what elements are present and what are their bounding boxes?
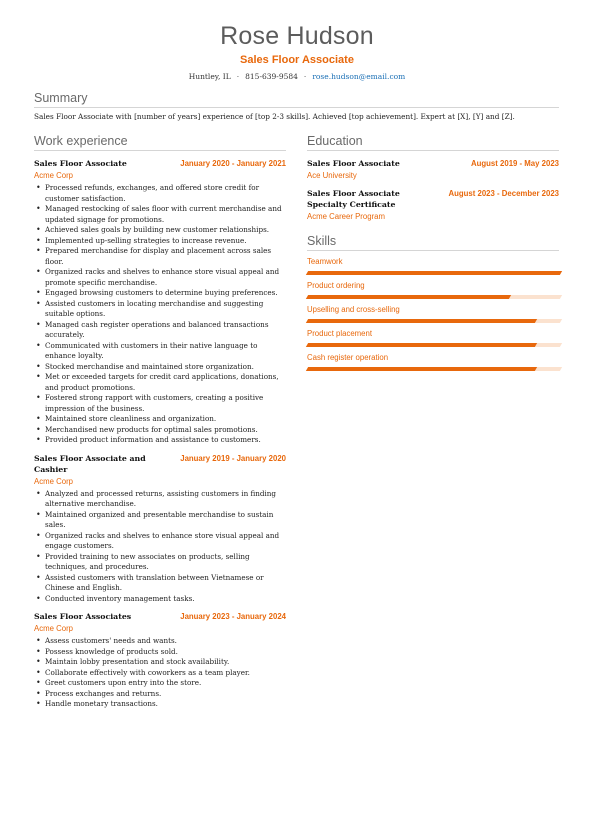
- job-header: [34, 611, 286, 622]
- job-bullet: • Handle monetary transactions.: [34, 699, 286, 710]
- job-bullets: [34, 183, 286, 446]
- contact-separator: ·: [236, 72, 240, 81]
- candidate-name: Rose Hudson: [220, 22, 374, 50]
- job-bullet: • Organized racks and shelves to enhance store visual appeal and engage customers.: [34, 531, 286, 552]
- summary-title: Summary: [34, 91, 559, 108]
- education-entry: [307, 188, 559, 222]
- skills-section: [307, 234, 559, 371]
- education-list: [307, 158, 559, 222]
- job-bullet: • Provided training to new associates on products, selling techniques, and procedures.: [34, 552, 286, 573]
- skill-entry: [307, 256, 559, 275]
- job-bullet: • Maintained organized and presentable merchandise to sustain sales.: [34, 510, 286, 531]
- education-section: [307, 134, 559, 222]
- job-dates: January 2020 - January 2021: [180, 159, 286, 168]
- skill-name: Teamwork: [307, 257, 343, 266]
- skill-entry: [307, 280, 559, 299]
- job-bullet: • Analyzed and processed returns, assisting customers in finding alternative merchandise.: [34, 489, 286, 510]
- summary-text: Sales Floor Associate with [number of years] experience of [top 2-3 skills]. Achieved [top achievement]. Expert at [X], [Y] and [Z].: [34, 112, 515, 121]
- job-bullet: • Implemented up-selling strategies to increase revenue.: [34, 236, 286, 247]
- skill-level-bar: [307, 343, 561, 347]
- email-link[interactable]: rose.hudson@email.com: [312, 72, 406, 81]
- skill-entry: [307, 328, 559, 347]
- education-header: [307, 158, 559, 169]
- job-entry: [34, 158, 286, 446]
- resume-header: [0, 0, 594, 81]
- job-bullet: • Greet customers upon entry into the store.: [34, 678, 286, 689]
- job-title: Sales Floor Associates: [34, 612, 132, 621]
- skill-entry: [307, 352, 559, 371]
- skill-level-bar: [307, 295, 561, 299]
- job-entry: [34, 453, 286, 605]
- job-bullet: • Process exchanges and returns.: [34, 689, 286, 700]
- work-experience-section: [34, 134, 286, 710]
- degree-title: Sales Floor Associate Specialty Certificate: [307, 189, 400, 209]
- candidate-role: Sales Floor Associate: [240, 54, 354, 66]
- education-entry: [307, 158, 559, 181]
- skill-level-fill: [306, 319, 537, 323]
- job-title: Sales Floor Associate and Cashier: [34, 453, 146, 474]
- education-dates: August 2023 - December 2023: [448, 189, 559, 198]
- skill-level-fill: [306, 367, 537, 371]
- skill-name: Upselling and cross-selling: [307, 305, 400, 314]
- job-bullet: • Fostered strong rapport with customers, creating a positive impression of the business.: [34, 393, 286, 414]
- skill-level-fill: [306, 343, 537, 347]
- job-company: Acme Corp: [34, 624, 73, 633]
- degree-title: Sales Floor Associate: [307, 159, 400, 168]
- job-bullet: • Organized racks and shelves to enhance store visual appeal and promote specific merchandise.: [34, 267, 286, 288]
- job-bullet: • Assess customers' needs and wants.: [34, 636, 286, 647]
- job-bullet: • Engaged browsing customers to determine buying preferences.: [34, 288, 286, 299]
- summary-section: [34, 91, 559, 122]
- contact-separator: ·: [303, 72, 307, 81]
- job-bullet: • Managed cash register operations and balanced transactions accurately.: [34, 320, 286, 341]
- job-list: [34, 158, 286, 710]
- skill-level-bar: [307, 367, 561, 371]
- job-bullet: • Processed refunds, exchanges, and offered store credit for customer satisfaction.: [34, 183, 286, 204]
- school-name: Ace University: [307, 171, 357, 180]
- job-header: [34, 158, 286, 169]
- job-bullet: • Provided product information and assistance to customers.: [34, 435, 286, 446]
- job-entry: [34, 611, 286, 710]
- education-title: Education: [307, 134, 559, 151]
- job-bullet: • Prepared merchandise for display and placement across sales floor.: [34, 246, 286, 267]
- job-header: [34, 453, 286, 475]
- location-text: Huntley, IL: [188, 72, 231, 81]
- job-bullet: • Communicated with customers in their native language to enhance loyalty.: [34, 341, 286, 362]
- job-dates: January 2023 - January 2024: [180, 612, 286, 621]
- job-bullet: • Assisted customers in locating merchandise and suggesting suitable options.: [34, 299, 286, 320]
- skills-title: Skills: [307, 234, 559, 251]
- job-bullet: • Maintained store cleanliness and organization.: [34, 414, 286, 425]
- job-bullet: • Met or exceeded targets for credit card applications, donations, and product promotions.: [34, 372, 286, 393]
- skill-name: Product placement: [307, 329, 373, 338]
- job-company: Acme Corp: [34, 476, 73, 486]
- job-bullet: • Possess knowledge of products sold.: [34, 647, 286, 658]
- job-bullets: [34, 636, 286, 710]
- education-dates: August 2019 - May 2023: [471, 159, 559, 168]
- job-title: Sales Floor Associate: [34, 159, 127, 168]
- skill-name: Product ordering: [307, 281, 365, 290]
- job-bullet: • Collaborate effectively with coworkers as a team player.: [34, 668, 286, 679]
- job-bullet: • Achieved sales goals by building new customer relationships.: [34, 225, 286, 236]
- job-company: Acme Corp: [34, 171, 73, 180]
- skill-level-bar: [307, 319, 561, 323]
- work-experience-title: Work experience: [34, 134, 286, 151]
- contact-line: [0, 72, 594, 81]
- phone-text: 815-639-9584: [245, 72, 298, 81]
- skill-level-bar: [307, 271, 561, 275]
- skill-entry: [307, 304, 559, 323]
- skill-level-fill: [306, 271, 562, 275]
- job-bullet: • Assisted customers with translation between Vietnamese or Chinese and English.: [34, 573, 286, 594]
- job-bullets: [34, 489, 286, 605]
- job-bullet: • Stocked merchandise and maintained store organization.: [34, 362, 286, 373]
- skill-list: [307, 256, 559, 371]
- job-bullet: • Merchandised new products for optimal sales promotions.: [34, 425, 286, 436]
- job-dates: January 2019 - January 2020: [180, 453, 286, 463]
- job-bullet: • Managed restocking of sales floor with current merchandise and updated signage for promotions.: [34, 204, 286, 225]
- skill-level-fill: [306, 295, 511, 299]
- job-bullet: • Maintain lobby presentation and stock availability.: [34, 657, 286, 668]
- skill-name: Cash register operation: [307, 353, 389, 362]
- education-header: [307, 188, 559, 210]
- school-name: Acme Career Program: [307, 212, 385, 221]
- right-column: [307, 134, 559, 371]
- job-bullet: • Conducted inventory management tasks.: [34, 594, 286, 605]
